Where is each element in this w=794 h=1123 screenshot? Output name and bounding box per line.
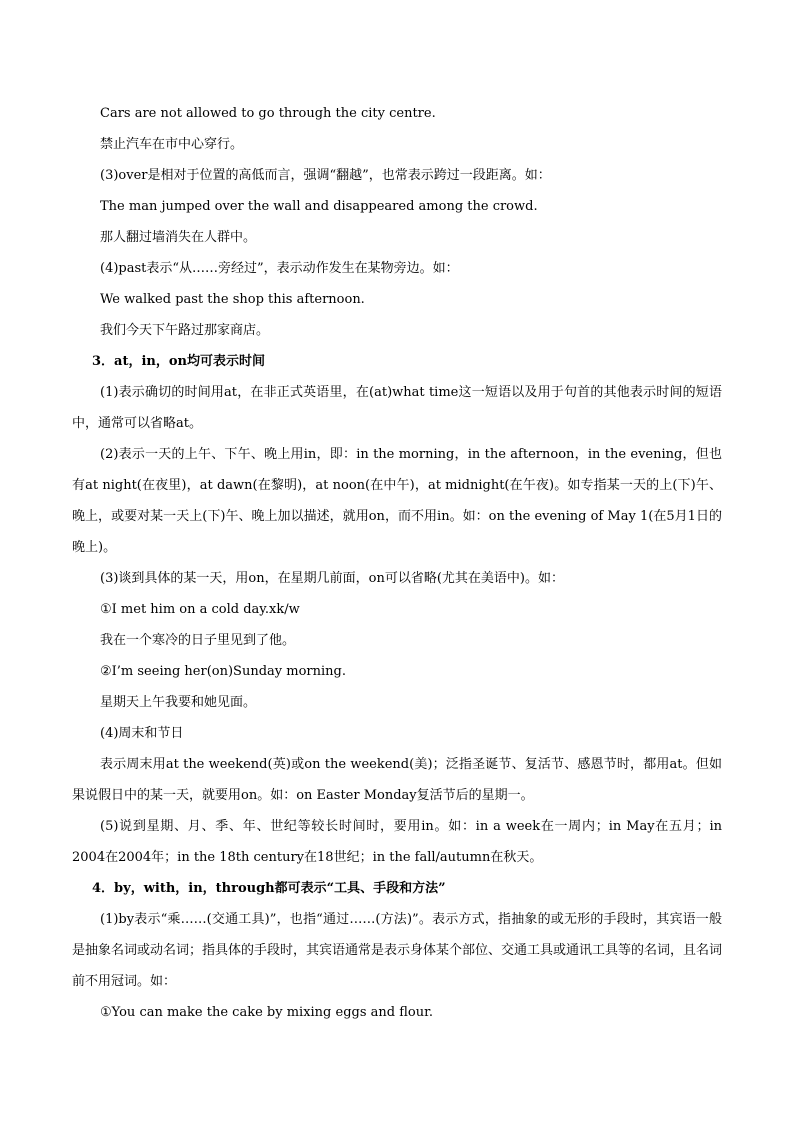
section-3-rule-4-body: 表示周末用at the weekend(英)或on the weekend(美)；泛指圣诞节、复活节、感恩节时，都用at。但如果说假日中的某一天，就要用on。如：on Easter Monday复活节后的星期一。 xyxy=(72,757,722,803)
example-translation: 我在一个寒冷的日子里见到了他。 xyxy=(100,633,296,648)
section-3-rule-1: (1)表示确切的时间用at，在非正式英语里，在(at)what time这一短语以及用于句首的其他表示时间的短语中，通常可以省略at。 xyxy=(72,385,722,431)
example-sentence: We walked past the shop this afternoon. xyxy=(100,292,365,307)
section-3-rule-4: (4)周末和节日 xyxy=(100,726,184,741)
section-3-rule-3: (3)谈到具体的某一天，用on，在星期几前面，on可以省略(尤其在美语中)。如： xyxy=(100,571,564,586)
section-4-rule-1: (1)by表示“乘……(交通工具)”，也指“通过……(方法)”。表示方式，指抽象的或无形的手段时，其宾语一般是抽象名词或动名词；指具体的手段时，其宾语通常是表示身体某个部位、交通工具或通讯工具等的名词，且名词前不用冠词。如： xyxy=(72,912,723,989)
section-3-heading: 3．at，in，on均可表示时间 xyxy=(92,354,265,369)
example-sentence: Cars are not allowed to go through the city centre. xyxy=(100,106,436,121)
example-translation: 星期天上午我要和她见面。 xyxy=(100,695,257,710)
example-translation: 那人翻过墙消失在人群中。 xyxy=(100,230,257,245)
section-3-rule-5: (5)说到星期、月、季、年、世纪等较长时间时，要用in。如：in a week在一周内；in May在五月；in 2004在2004年；in the 18th century在18世纪；in the fall/autumn在秋天。 xyxy=(72,819,722,865)
section-4-heading: 4．by，with，in，through都可表示“工具、手段和方法” xyxy=(92,881,446,896)
rule-over: (3)over是相对于位置的高低而言，强调“翻越”，也常表示跨过一段距离。如： xyxy=(100,168,551,183)
section-3-rule-2: (2)表示一天的上午、下午、晚上用in，即：in the morning，in the afternoon，in the evening，但也有at night(在夜里)，at dawn(在黎明)，at noon(在中午)，at midnight(在午夜)。如专指某一天的上(下)午、晚上，或要对某一天上(下)午、晚上加以描述，就用on，而不用in。如：on the evening of May 1(在5月1日的晚上)。 xyxy=(72,447,722,555)
example-translation: 我们今天下午路过那家商店。 xyxy=(100,323,270,338)
rule-past: (4)past表示“从……旁经过”，表示动作发生在某物旁边。如： xyxy=(100,261,459,276)
example-sentence: ①You can make the cake by mixing eggs and flour. xyxy=(100,1005,434,1020)
example-sentence: The man jumped over the wall and disappeared among the crowd. xyxy=(100,199,538,214)
example-sentence: ①I met him on a cold day.xk/w xyxy=(100,602,300,617)
example-sentence: ②I’m seeing her(on)Sunday morning. xyxy=(100,664,346,679)
example-translation: 禁止汽车在市中心穿行。 xyxy=(100,137,244,152)
